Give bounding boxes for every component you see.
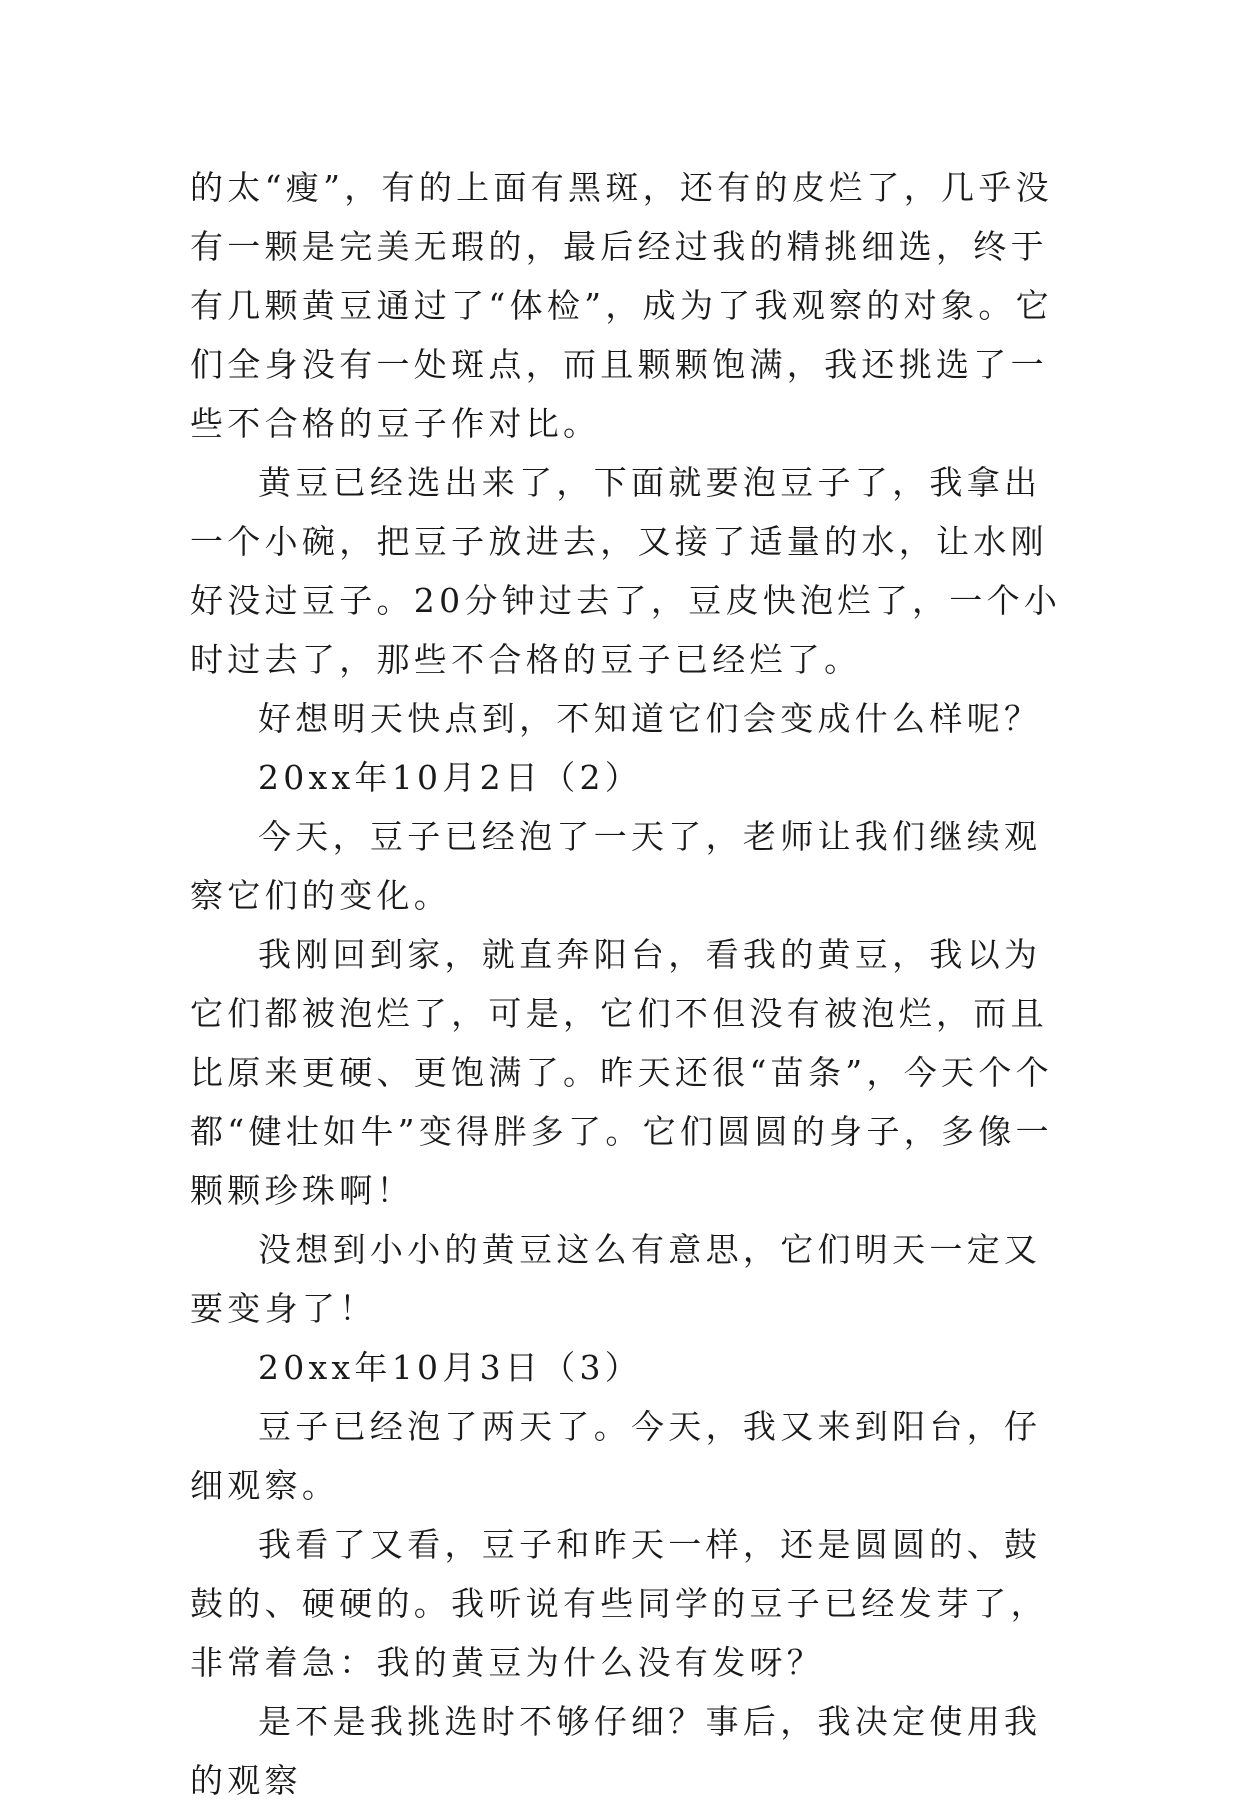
diary-date-3: 20xx年10月3日（3） [258,1348,643,1387]
paragraph-6: 我刚回到家，就直奔阳台，看我的黄豆，我以为它们都被泡烂了，可是，它们不但没有被泡烂，而且比原来更硬、更饱满了。昨天还很“苗条”，今天个个都“健壮如牛”变得胖多了。它们圆圆的身子，多像一颗颗珍珠啊！ [190,935,1053,1210]
paragraph-2: 黄豆已经选出来了，下面就要泡豆子了，我拿出一个小碗，把豆子放进去，又接了适量的水，让水刚好没过豆子。20分钟过去了，豆皮快泡烂了，一个小时过去了，那些不合格的豆子已经烂了。 [190,463,1062,679]
paragraph-1: 的太“瘦”，有的上面有黑斑，还有的皮烂了，几乎没有一颗是完美无瑕的，最后经过我的精挑细选，终于有几颗黄豆通过了“体检”，成为了我观察的对象。它们全身没有一处斑点，而且颗颗饱满，我还挑选了一些不合格的豆子作对比。 [190,168,1053,443]
paragraph-5: 今天，豆子已经泡了一天了，老师让我们继续观察它们的变化。 [190,817,1042,915]
paragraph-10: 我看了又看，豆子和昨天一样，还是圆圆的、鼓鼓的、硬硬的。我听说有些同学的豆子已经发芽了，非常着急：我的黄豆为什么没有发呀？ [190,1525,1048,1682]
paragraph-9: 豆子已经泡了两天了。今天，我又来到阳台，仔细观察。 [190,1407,1042,1505]
diary-date-2: 20xx年10月2日（2） [258,758,643,797]
paragraph-7: 没想到小小的黄豆这么有意思，它们明天一定又要变身了！ [190,1230,1042,1328]
paragraph-11: 是不是我挑选时不够仔细？事后，我决定使用我的观察 [190,1702,1042,1800]
paragraph-3: 好想明天快点到，不知道它们会变成什么样呢？ [258,699,1042,738]
document-body [190,158,1070,1810]
